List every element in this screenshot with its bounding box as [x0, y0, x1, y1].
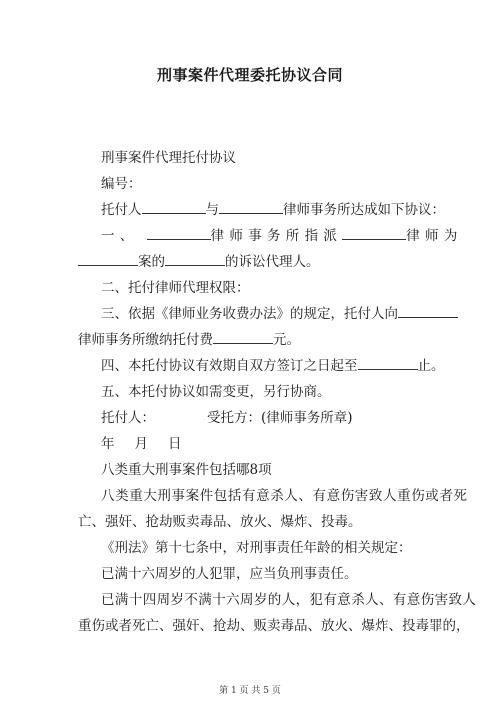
paragraph: [101, 198, 445, 218]
fill-blank: [213, 330, 273, 344]
fill-blank: [165, 252, 225, 266]
text: 律师事务所达成如下协议：: [283, 202, 445, 218]
paragraph: 已满十四周岁不满十六周岁的人，犯有意杀人、有意伤害致人: [101, 592, 477, 608]
paragraph: 八类重大刑事案件包括哪8项: [101, 462, 272, 478]
text: 一、: [101, 228, 139, 244]
text: 三、依据《律师业务收费办法》的规定，托付人向: [101, 306, 398, 322]
text: 四、本托付协议有效期自双方签订之日起至: [101, 358, 358, 374]
text: 托付人：: [101, 410, 155, 426]
text: 案的: [138, 254, 165, 270]
paragraph: 刑事案件代理托付协议: [101, 150, 236, 166]
fill-blank: [398, 304, 458, 318]
paragraph: [101, 224, 463, 244]
page-number: 第 1 页 共 5 页: [219, 686, 281, 696]
fill-blank: [342, 226, 406, 240]
text: 托付人: [101, 202, 142, 218]
paragraph: [101, 354, 445, 374]
paragraph: [101, 432, 182, 452]
fill-blank: [219, 200, 283, 214]
paragraph: 二、托付律师代理权限：: [101, 280, 250, 296]
paragraph: 亡、强奸、抢劫贩卖毒品、放火、爆炸、投毒。: [78, 514, 362, 530]
fill-blank: [147, 226, 211, 240]
paragraph: [101, 302, 458, 322]
text: 日: [168, 436, 182, 452]
text: 止。: [417, 358, 445, 374]
paragraph: 五、本托付协议如需变更，另行协商。: [101, 384, 331, 400]
paragraph: 编号：: [101, 176, 142, 192]
document-title: 刑事案件代理委托协议合同: [156, 66, 343, 84]
paragraph: 已满十六周岁的人犯罪，应当负刑事责任。: [101, 566, 358, 582]
paragraph: [78, 328, 300, 348]
paragraph: [78, 250, 320, 270]
text: 受托方：(律师事务所章): [207, 410, 353, 426]
text: 律师事务所缴纳托付费: [78, 332, 213, 348]
text: 月: [134, 436, 148, 452]
paragraph: 八类重大刑事案件包括有意杀人、有意伤害致人重伤或者死: [101, 488, 468, 504]
fill-blank: [358, 356, 418, 370]
text: 与: [205, 202, 219, 218]
paragraph: [101, 406, 353, 426]
paragraph: 重伤或者死亡、强奸、抢劫、贩卖毒品、放火、爆炸、投毒罪的，: [78, 618, 470, 634]
fill-blank: [142, 200, 206, 214]
text: 律师事务所指派: [210, 228, 343, 244]
text: 年: [101, 436, 115, 452]
paragraph: 《刑法》第十七条中，对刑事责任年龄的相关规定：: [101, 540, 412, 556]
text: 的诉讼代理人。: [225, 254, 320, 270]
fill-blank: [78, 252, 138, 266]
text: 元。: [273, 332, 300, 348]
text: 律师为: [406, 228, 463, 244]
